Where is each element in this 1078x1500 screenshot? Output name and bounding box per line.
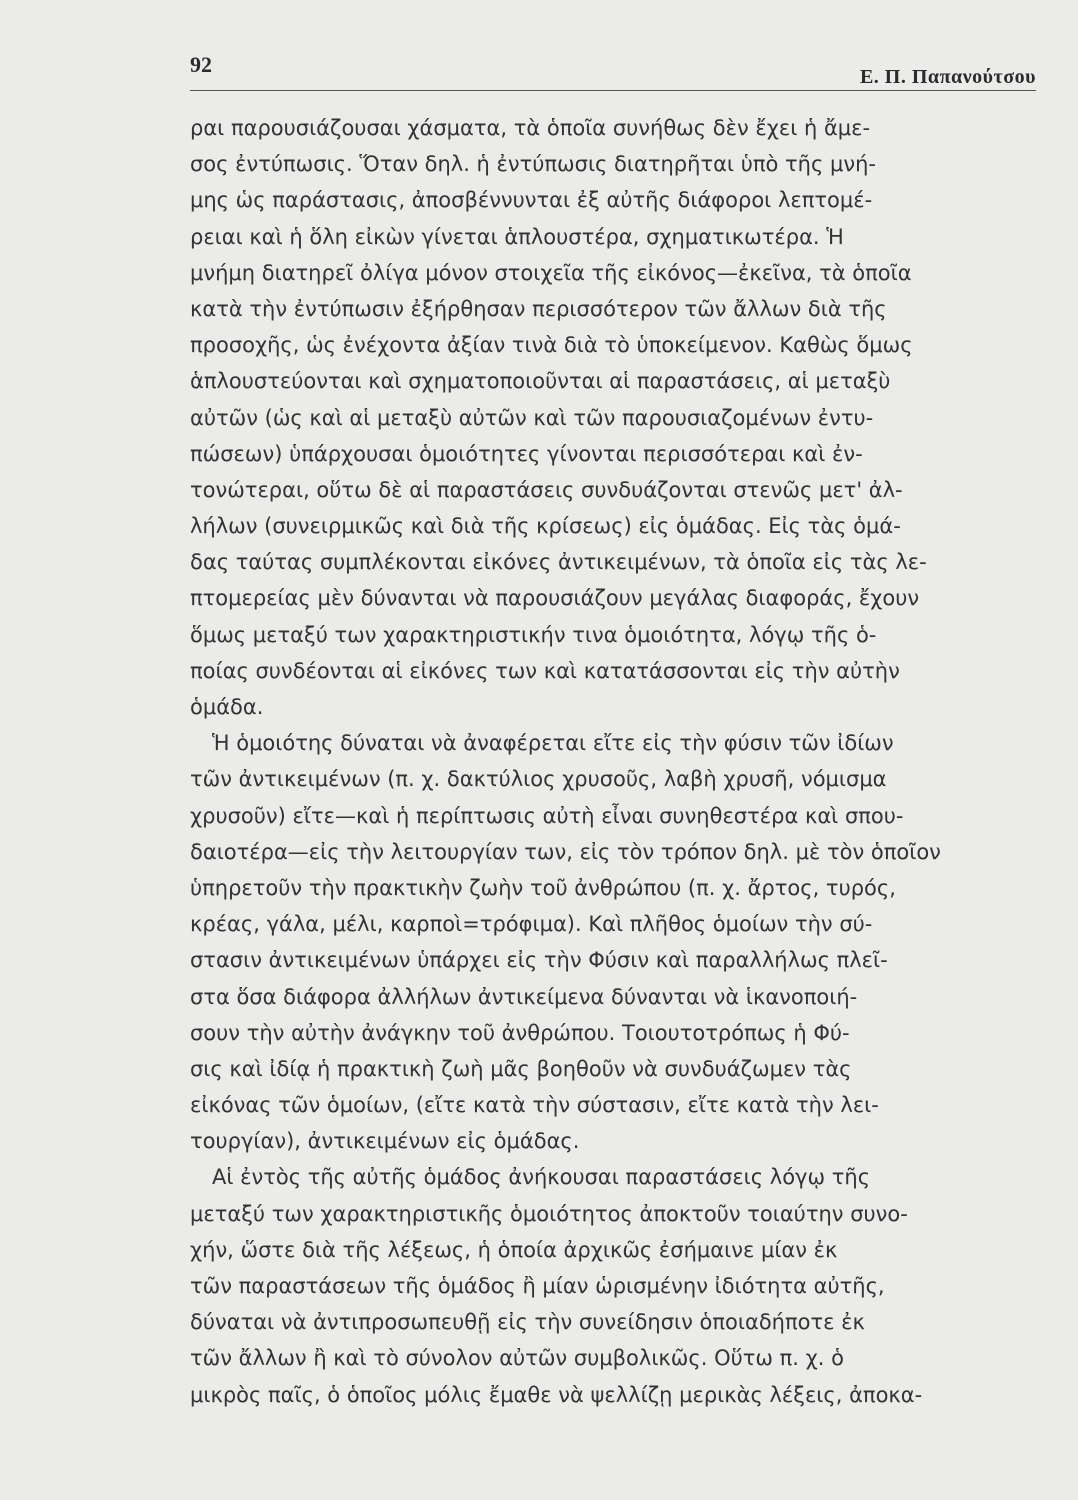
text-line: στα ὅσα διάφορα ἀλλήλων ἀντικείμενα δύνανται νὰ ἱκανοποιή- xyxy=(190,984,858,1009)
text-line: ἁπλουστεύονται καὶ σχηματοποιοῦνται αἱ παραστάσεις, αἱ μεταξὺ xyxy=(190,369,891,394)
text-line: μικρὸς παῖς, ὁ ὁποῖος μόλις ἔμαθε νὰ ψελλίζῃ μερικὰς λέξεις, ἀποκα- xyxy=(190,1382,923,1407)
text-line: χήν, ὥστε διὰ τῆς λέξεως, ἡ ὁποία ἀρχικῶς ἐσήμαινε μίαν ἐκ xyxy=(190,1237,838,1262)
text-line: στασιν ἀντικειμένων ὑπάρχει εἰς τὴν Φύσιν καὶ παραλλήλως πλεῖ- xyxy=(190,948,888,973)
text-line: μνήμη διατηρεῖ ὀλίγα μόνον στοιχεῖα τῆς εἰκόνος—ἐκεῖνα, τὰ ὁποῖα xyxy=(190,260,912,285)
text-line: ὁμάδα. xyxy=(190,695,264,719)
text-line: λήλων (συνειρμικῶς καὶ διὰ τῆς κρίσεως) εἰς ὁμάδας. Εἰς τὰς ὁμά- xyxy=(190,514,901,539)
header-rule xyxy=(190,90,1036,91)
text-line: ὑπηρετοῦν τὴν πρακτικὴν ζωὴν τοῦ ἀνθρώπου (π. χ. ἄρτος, τυρός, xyxy=(190,875,896,900)
text-line: πτομερείας μὲν δύνανται νὰ παρουσιάζουν μεγάλας διαφοράς, ἔχουν xyxy=(190,586,920,611)
paragraph-start-line: Ἡ ὁμοιότης δύναται νὰ ἀναφέρεται εἴτε εἰς τὴν φύσιν τῶν ἰδίων xyxy=(212,731,894,756)
text-line: σος ἐντύπωσις. Ὅταν δηλ. ἡ ἐντύπωσις διατηρῆται ὑπὸ τῆς μνή- xyxy=(190,152,876,177)
text-line: μεταξύ των χαρακτηριστικῆς ὁμοιότητος ἀποκτοῦν τοιαύτην συνο- xyxy=(190,1201,908,1226)
text-line: τῶν παραστάσεων τῆς ὁμάδος ἢ μίαν ὡρισμένην ἰδιότητα αὐτῆς, xyxy=(190,1274,885,1298)
text-line: μης ὡς παράστασις, ἀποσβέννυνται ἐξ αὐτῆς διάφοροι λεπτομέ- xyxy=(190,188,873,213)
body-text xyxy=(190,110,1020,1413)
text-line: τῶν ἄλλων ἢ καὶ τὸ σύνολον αὐτῶν συμβολικῶς. Οὕτω π. χ. ὁ xyxy=(190,1346,844,1371)
text-line: ραι παρουσιάζουσαι χάσματα, τὰ ὁποῖα συνήθως δὲν ἔχει ἡ ἄμε- xyxy=(190,116,871,140)
text-line: κρέας, γάλα, μέλι, καρποὶ=τρόφιμα). Καὶ πλῆθος ὁμοίων τὴν σύ- xyxy=(190,912,873,937)
text-line: τονώτεραι, οὕτω δὲ αἱ παραστάσεις συνδυάζονται στενῶς μετ' ἀλ- xyxy=(190,477,903,502)
text-line: τῶν ἀντικειμένων (π. χ. δακτύλιος χρυσοῦς, λαβὴ χρυσῆ, νόμισμα xyxy=(190,767,887,792)
text-line: ὅμως μεταξύ των χαρακτηριστικήν τινα ὁμοιότητα, λόγῳ τῆς ὁ- xyxy=(190,622,877,647)
text-line: εἰκόνας τῶν ὁμοίων, (εἴτε κατὰ τὴν σύστασιν, εἴτε κατὰ τὴν λει- xyxy=(190,1093,879,1118)
text-line: δας ταύτας συμπλέκονται εἰκόνες ἀντικειμένων, τὰ ὁποῖα εἰς τὰς λε- xyxy=(190,550,927,575)
running-head: Ε. Π. Παπανούτσου xyxy=(859,66,1036,88)
text-line: δύναται νὰ ἀντιπροσωπευθῇ εἰς τὴν συνείδησιν ὁποιαδήποτε ἐκ xyxy=(190,1310,865,1335)
page-header xyxy=(190,52,1036,92)
text-line: σουν τὴν αὐτὴν ἀνάγκην τοῦ ἀνθρώπου. Τοιουτοτρόπως ἡ Φύ- xyxy=(190,1020,850,1045)
text-line: χρυσοῦν) εἴτε—καὶ ἡ περίπτωσις αὐτὴ εἶναι συνηθεστέρα καὶ σπου- xyxy=(190,803,904,828)
text-line: τουργίαν), ἀντικειμένων εἰς ὁμάδας. xyxy=(190,1129,580,1154)
text-line: αὐτῶν (ὡς καὶ αἱ μεταξὺ αὐτῶν καὶ τῶν παρουσιαζομένων ἐντυ- xyxy=(190,405,874,430)
text-line: κατὰ τὴν ἐντύπωσιν ἐξήρθησαν περισσότερον τῶν ἄλλων διὰ τῆς xyxy=(190,296,887,321)
text-line: ποίας συνδέονται αἱ εἰκόνες των καὶ κατατάσσονται εἰς τὴν αὐτὴν xyxy=(190,658,900,683)
page-number: 92 xyxy=(190,52,212,77)
text-line: δαιοτέρα—εἰς τὴν λειτουργίαν των, εἰς τὸν τρόπον δηλ. μὲ τὸν ὁποῖον xyxy=(190,839,941,864)
text-line: σις καὶ ἰδίᾳ ἡ πρακτικὴ ζωὴ μᾶς βοηθοῦν νὰ συνδυάζωμεν τὰς xyxy=(190,1056,852,1081)
paragraph-start-line: Αἱ ἐντὸς τῆς αὐτῆς ὁμάδος ἀνήκουσαι παραστάσεις λόγῳ τῆς xyxy=(212,1165,871,1190)
text-line: προσοχῆς, ὡς ἐνέχοντα ἀξίαν τινὰ διὰ τὸ ὑποκείμενον. Καθὼς ὅμως xyxy=(190,333,913,358)
text-line: πώσεων) ὑπάρχουσαι ὁμοιότητες γίνονται περισσότεραι καὶ ἐν- xyxy=(190,441,863,466)
text-line: ρειαι καὶ ἡ ὅλη εἰκὼν γίνεται ἁπλουστέρα, σχηματικωτέρα. Ἡ xyxy=(190,224,844,249)
